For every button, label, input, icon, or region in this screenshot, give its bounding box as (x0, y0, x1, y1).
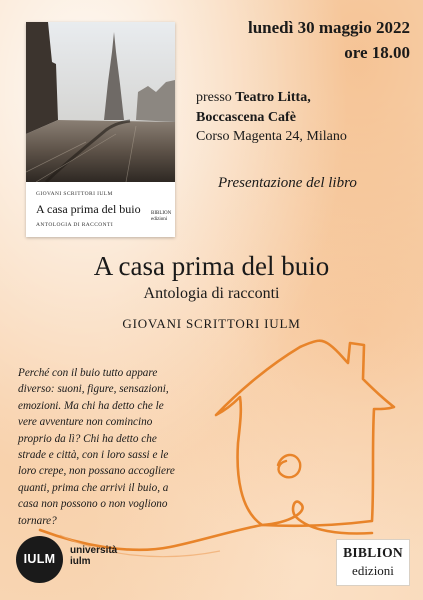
cover-series: GIOVANI SCRITTORI IULM (36, 191, 113, 197)
iulm-line-1: università (70, 545, 118, 556)
event-time: ore 18.00 (344, 43, 410, 62)
iulm-logo: IULM (16, 536, 63, 583)
book-blurb: Perché con il buio tutto appare diverso: suoni, figure, sensazioni, emozioni. Ma chi ha detto che le vere avventure non comincino proprio da lì? Chi ha detto che strade e città, con i loro sassi e le loro crepe, non possano accogliere quanti, prima che arrivi il buio, a casa non possono o non vogliono tornare? (18, 367, 175, 527)
cover-publisher-name: BIBLION (151, 211, 172, 216)
venue-cafe: Boccascena Cafè (196, 109, 296, 125)
iulm-wordmark (70, 545, 117, 567)
biblion-name: BIBLION (343, 545, 403, 560)
cover-publisher-logo (151, 211, 171, 223)
biblion-subtitle: edizioni (352, 563, 394, 578)
venue-name: Teatro Litta, (235, 90, 311, 105)
book-authors: GIOVANI SCRITTORI IULM (122, 316, 301, 331)
venue-prefix: presso (196, 90, 236, 105)
cover-title: A casa prima del buio (36, 202, 141, 216)
book-subtitle: Antologia di racconti (143, 285, 280, 302)
event-date: lunedì 30 maggio 2022 (248, 18, 410, 37)
venue-line-1 (196, 88, 347, 108)
cover-subtitle: ANTOLOGIA DI RACCONTI (36, 222, 114, 228)
biblion-logo (336, 539, 410, 586)
venue-line-2 (196, 108, 347, 128)
venue-address: Corso Magenta 24, Milano (196, 129, 347, 144)
book-title: A casa prima del buio (93, 251, 330, 281)
iulm-line-2: iulm (70, 556, 91, 567)
presentation-label: Presentazione del libro (218, 175, 357, 191)
cover-photo (26, 22, 175, 182)
book-cover (26, 22, 175, 237)
event-venue (196, 88, 347, 147)
cover-publisher-sub: edizioni (151, 217, 168, 222)
